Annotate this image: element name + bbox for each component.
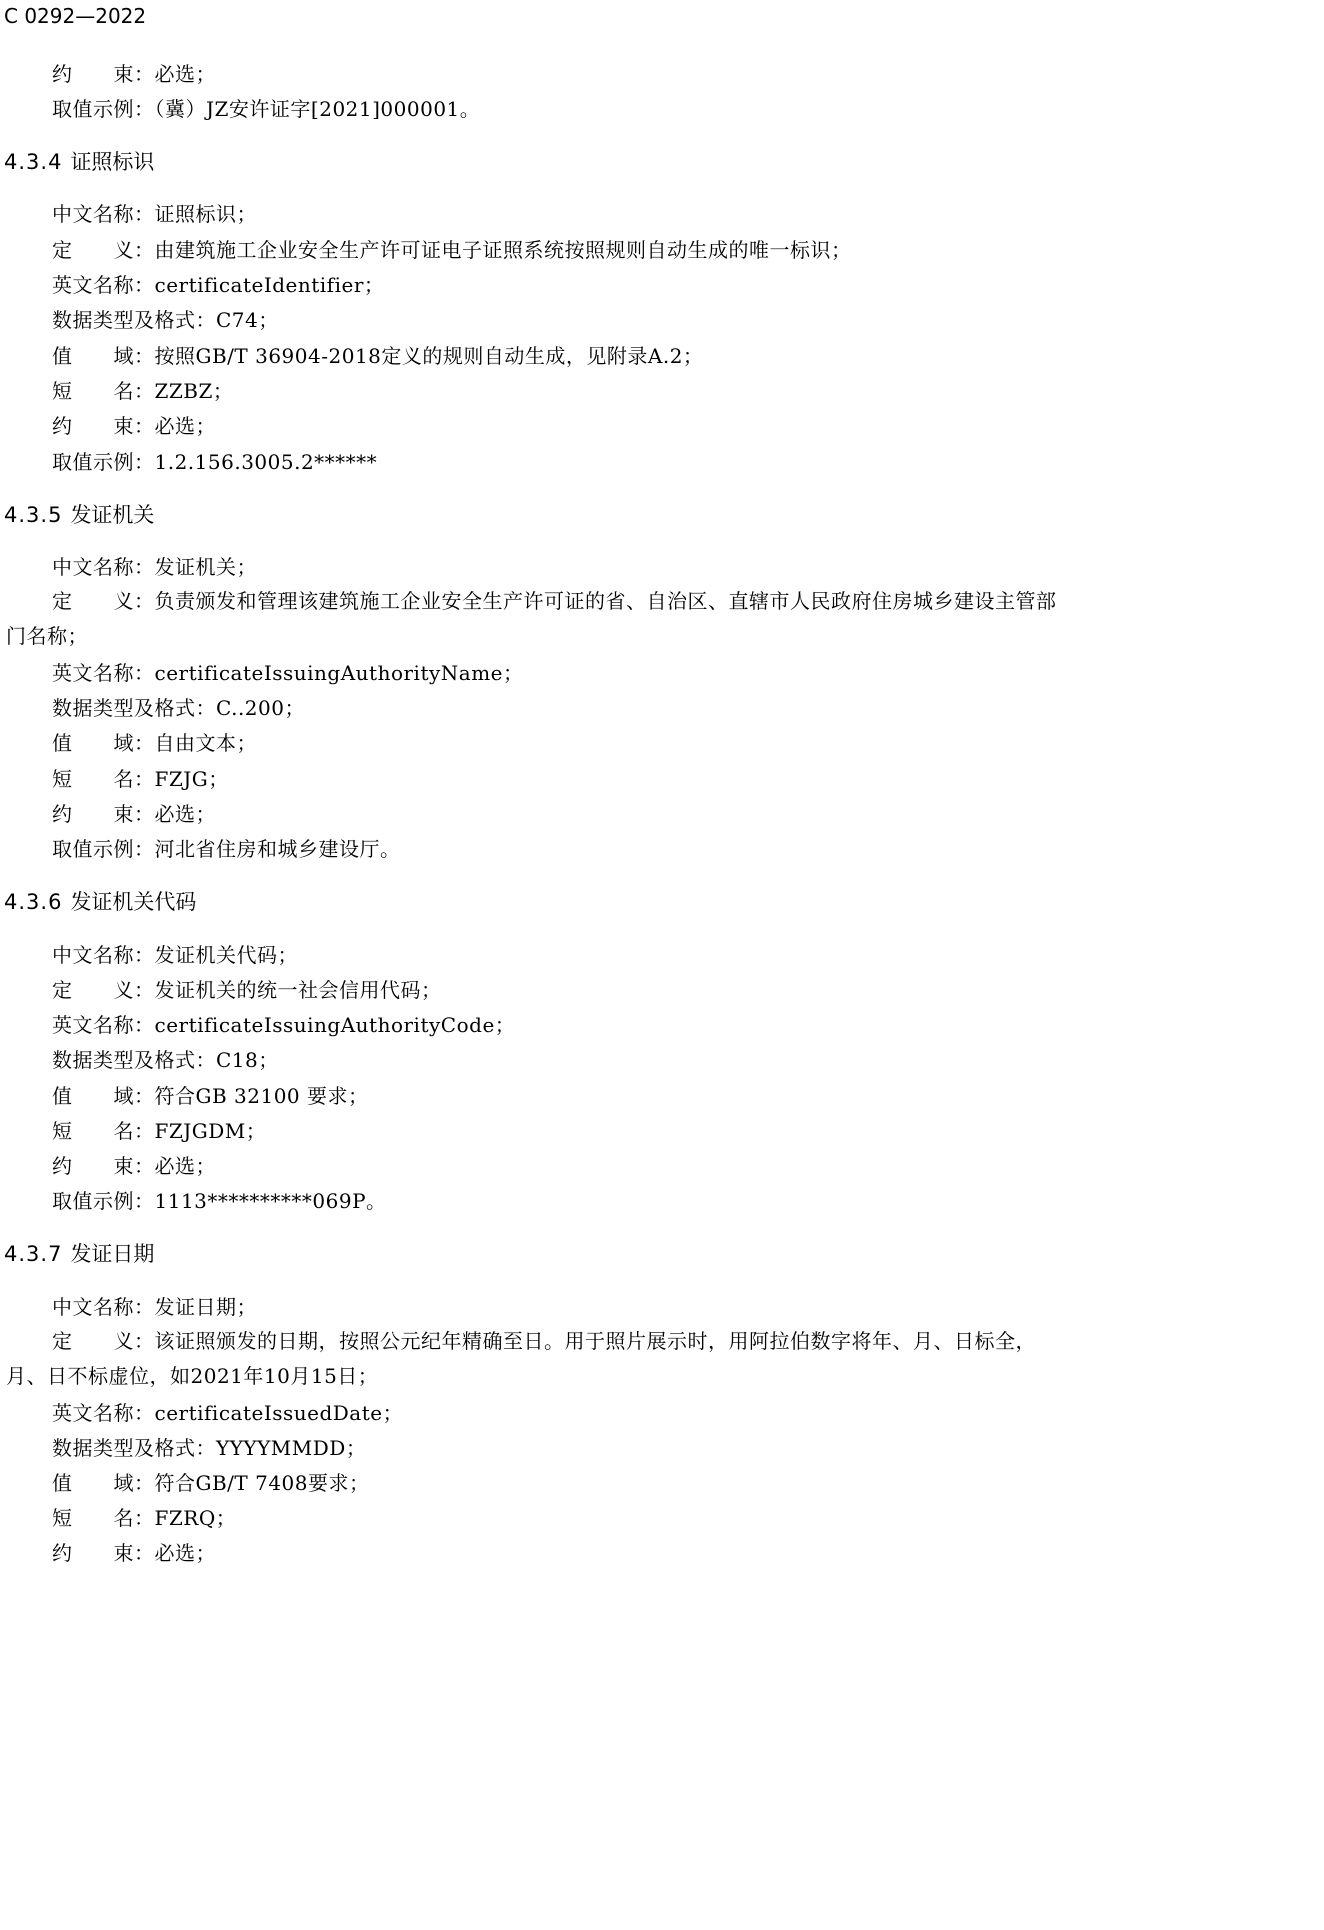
example-line: 取值示例：1113**********069P。: [52, 1189, 387, 1213]
definition-line: 定 义：由建筑施工企业安全生产许可证电子证照系统按照规则自动生成的唯一标识；: [52, 238, 852, 262]
definition-line: 定 义：发证机关的统一社会信用代码；: [52, 978, 442, 1002]
short-name-line: 短 名：ZZBZ；: [52, 379, 234, 403]
english-name-line: 英文名称：certificateIssuingAuthorityName；: [52, 661, 524, 685]
section-heading-4-3-5: [4, 501, 154, 529]
example-line: 取值示例：河北省住房和城乡建设厅。: [52, 837, 401, 861]
english-name-line: 英文名称：certificateIssuedDate；: [52, 1401, 404, 1425]
chinese-name-line: 中文名称：发证日期；: [52, 1295, 257, 1319]
data-type-line: 数据类型及格式：C74；: [52, 308, 279, 332]
value-domain-line: 值 域：符合GB/T 7408要求；: [52, 1471, 370, 1495]
english-name-line: 英文名称：certificateIssuingAuthorityCode；: [52, 1013, 516, 1037]
section-title: 发证机关: [70, 503, 155, 527]
section-number: 4.3.4: [4, 150, 63, 174]
section-number: 4.3.5: [4, 503, 63, 527]
constraint-line: 约 束：必选；: [52, 414, 216, 438]
constraint-line: 约 束：必选；: [52, 62, 216, 86]
section-title: 发证机关代码: [70, 890, 197, 914]
section-heading-4-3-7: [4, 1240, 154, 1268]
constraint-line: 约 束：必选；: [52, 1154, 216, 1178]
section-title: 证照标识: [70, 150, 155, 174]
definition-line: 定 义：该证照颁发的日期，按照公元纪年精确至日。用于照片展示时，用阿拉伯数字将年、月、日标全，月、日不标虚位，如2021年10月15日；: [6, 1329, 1036, 1388]
data-type-line: 数据类型及格式：C..200；: [52, 696, 305, 720]
example-line: 取值示例：（冀）JZ安许证字[2021]000001。: [52, 97, 481, 121]
value-domain-line: 值 域：自由文本；: [52, 731, 257, 755]
constraint-line: 约 束：必选；: [52, 802, 216, 826]
short-name-line: 短 名：FZRQ；: [52, 1506, 237, 1530]
section-number: 4.3.6: [4, 890, 63, 914]
value-domain-line: 值 域：符合GB 32100 要求；: [52, 1084, 369, 1108]
chinese-name-line: 中文名称：发证机关；: [52, 555, 257, 579]
english-name-line: 英文名称：certificateIdentifier；: [52, 273, 385, 297]
example-line: 取值示例：1.2.156.3005.2******: [52, 450, 378, 474]
data-type-line: 数据类型及格式：C18；: [52, 1048, 279, 1072]
section-heading-4-3-6: [4, 888, 196, 916]
definition-line: 定 义：负责颁发和管理该建筑施工企业安全生产许可证的省、自治区、直辖市人民政府住房城乡建设主管部门名称；: [6, 589, 1057, 648]
section-title: 发证日期: [70, 1242, 155, 1266]
section-heading-4-3-4: [4, 148, 154, 176]
document-code: C 0292—2022: [4, 4, 147, 28]
chinese-name-line: 中文名称：发证机关代码；: [52, 943, 298, 967]
section-number: 4.3.7: [4, 1242, 63, 1266]
short-name-line: 短 名：FZJGDM；: [52, 1119, 267, 1143]
constraint-line: 约 束：必选；: [52, 1541, 216, 1565]
value-domain-line: 值 域：按照GB/T 36904-2018定义的规则自动生成，见附录A.2；: [52, 344, 704, 368]
chinese-name-line: 中文名称：证照标识；: [52, 202, 257, 226]
data-type-line: 数据类型及格式：YYYYMMDD；: [52, 1436, 367, 1460]
short-name-line: 短 名：FZJG；: [52, 767, 229, 791]
